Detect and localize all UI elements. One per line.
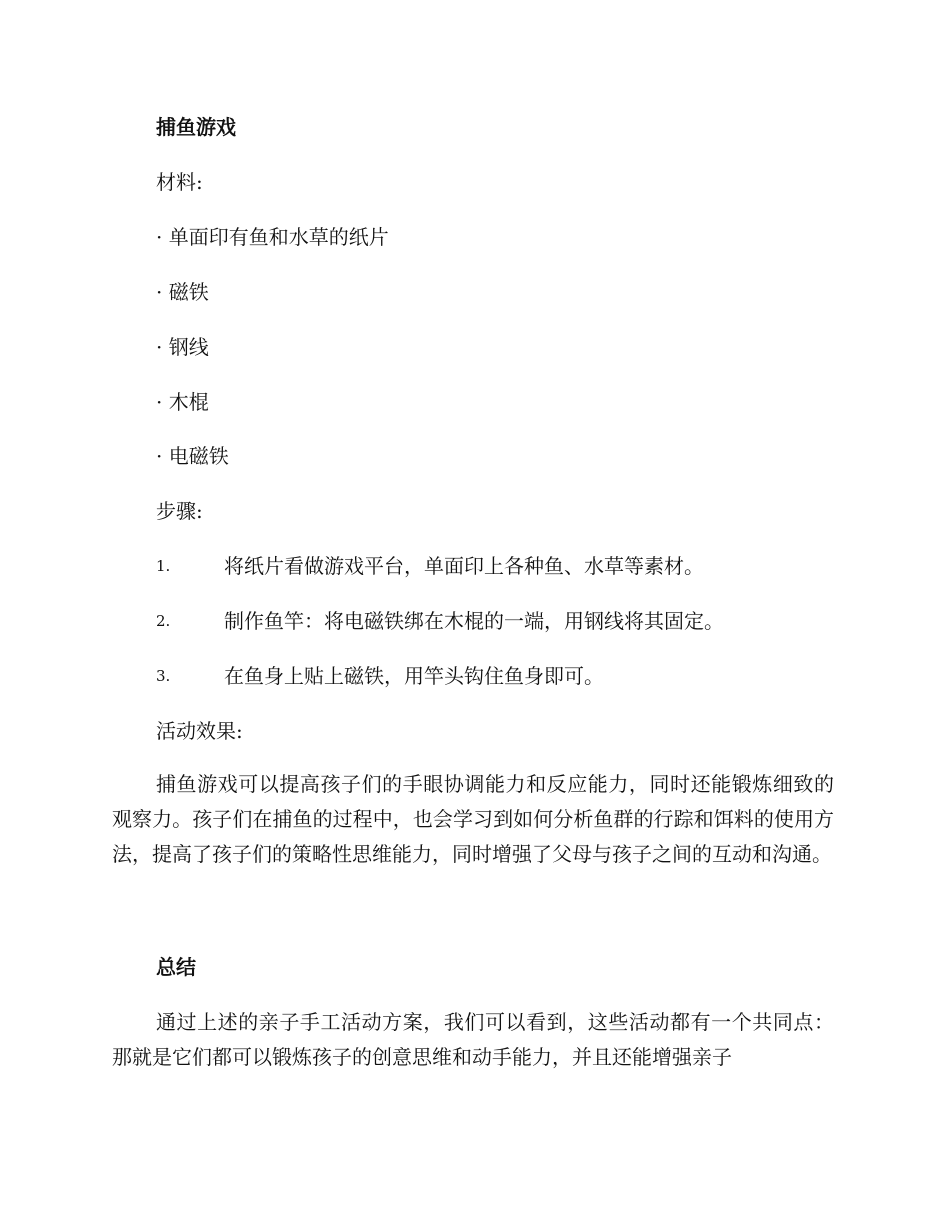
section-title-fishing-game: 捕鱼游戏 xyxy=(156,115,236,139)
step-number: 3. xyxy=(156,667,171,685)
step-text: 在鱼身上贴上磁铁，用竿头钩住鱼身即可。 xyxy=(224,664,604,688)
material-item: · 木棍 xyxy=(156,390,209,414)
step-number: 1. xyxy=(156,557,171,575)
material-item: · 钢线 xyxy=(156,335,209,359)
summary-paragraph: 通过上述的亲子手工活动方案，我们可以看到，这些活动都有一个共同点：那就是它们都可以锻炼孩子的创意思维和动手能力，并且还能增强亲子 xyxy=(112,1010,834,1069)
material-item: · 电磁铁 xyxy=(156,444,229,468)
step-text: 制作鱼竿：将电磁铁绑在木棍的一端，用钢线将其固定。 xyxy=(224,609,724,633)
materials-label: 材料: xyxy=(156,170,203,194)
effect-paragraph: 捕鱼游戏可以提高孩子们的手眼协调能力和反应能力，同时还能锻炼细致的观察力。孩子们在捕鱼的过程中，也会学习到如何分析鱼群的行踪和饵料的使用方法，提高了孩子们的策略性思维能力，同时增强了父母与孩子之间的互动和沟通。 xyxy=(112,772,834,866)
steps-label: 步骤: xyxy=(156,499,203,523)
material-item: · 磁铁 xyxy=(156,280,209,304)
effect-label: 活动效果: xyxy=(156,719,243,743)
step-number: 2. xyxy=(156,612,171,630)
step-text: 将纸片看做游戏平台，单面印上各种鱼、水草等素材。 xyxy=(224,554,704,578)
material-item: · 单面印有鱼和水草的纸片 xyxy=(156,225,389,249)
section-title-summary: 总结 xyxy=(156,955,196,979)
